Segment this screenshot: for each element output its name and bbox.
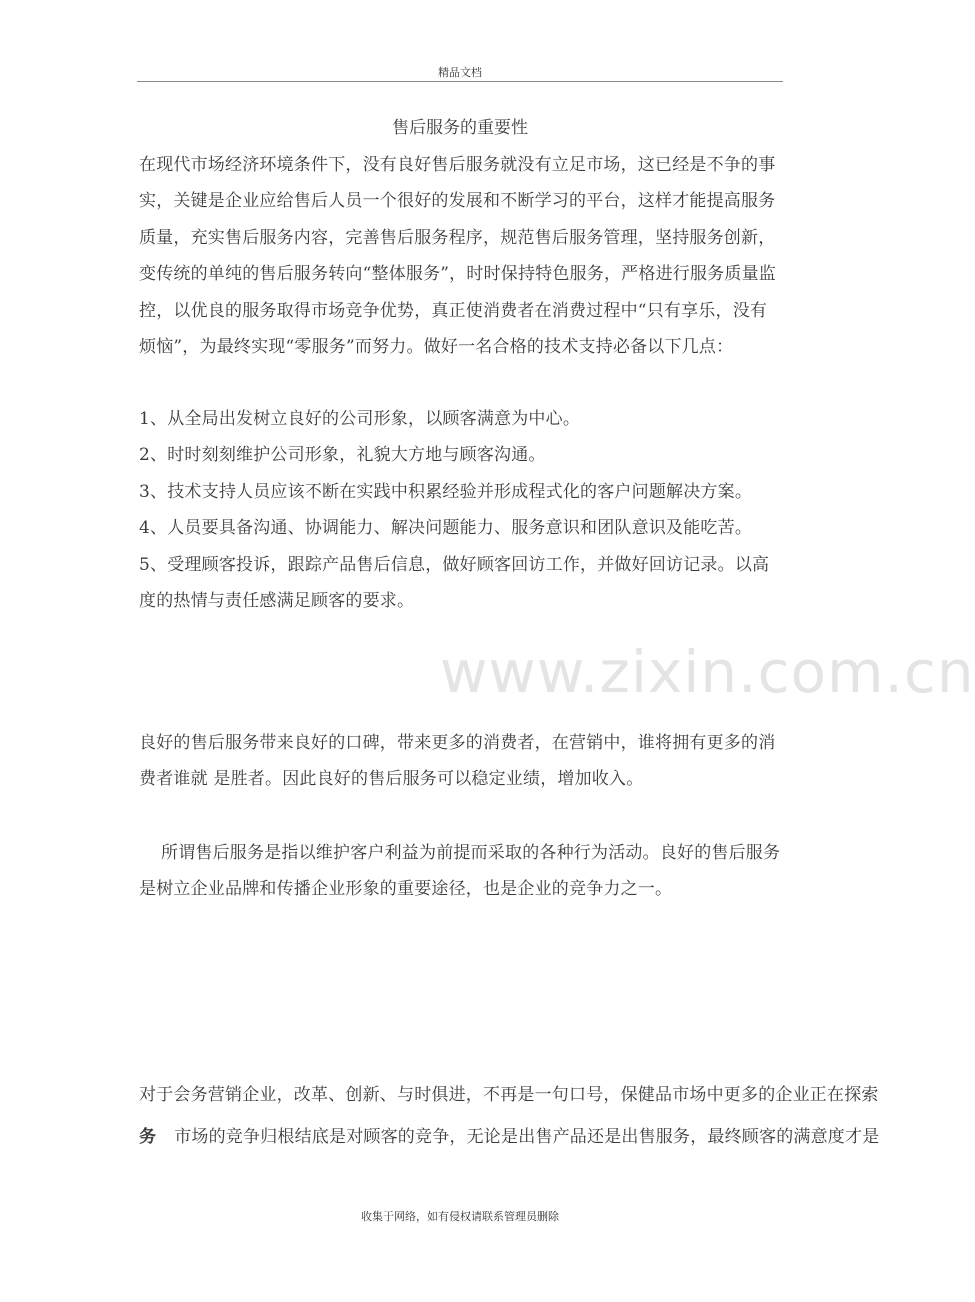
page-header: 精品文档 <box>438 66 482 79</box>
list-item: 3、技术支持人员应该不断在实践中积累经验并形成程式化的客户问题解决方案。 <box>139 481 753 502</box>
bold-fragment: 务 <box>139 1127 157 1147</box>
list-item: 5、受理顾客投诉，跟踪产品售后信息，做好顾客回访工作，并做好回访记录。以高度的热情与责任感满足顾客的要求。 <box>139 554 770 612</box>
list-item: 4、人员要具备沟通、协调能力、解决问题能力、服务意识和团队意识及能吃苦。 <box>139 518 753 539</box>
watermark: www.zixin.com.cn <box>440 638 975 706</box>
reputation-paragraph: 良好的售后服务带来良好的口碑，带来更多的消费者，在营销中，谁将拥有更多的消费者谁就 是胜者。因此良好的售后服务可以稳定业绩，增加收入。 <box>139 733 776 790</box>
intro-paragraph: 在现代市场经济环境条件下，没有良好售后服务就没有立足市场，这已经是不争的事实，关键是企业应给售后人员一个很好的发展和不断学习的平台，这样才能提高服务质量，充实售后服务内容，完善售后服务程序，规范售后服务管理，坚持服务创新，变传统的单纯的售后服务转向“整体服务”，时时保持特色服务，严格进行服务质量监控，以优良的服务取得市场竞争优势，真正使消费者在消费过程中“只有享乐，没有烦恼”，为最终实现“零服务”而努力。做好一名合格的技术支持必备以下几点： <box>139 155 776 358</box>
document-title: 售后服务的重要性 <box>392 118 528 138</box>
list-item: 1、从全局出发树立良好的公司形象，以顾客满意为中心。 <box>139 409 581 429</box>
competition-line <box>139 1119 920 1155</box>
page-footer: 收集于网络，如有侵权请联系管理员删除 <box>361 1210 559 1223</box>
competition-text: 市场的竞争归根结底是对顾客的竞争，无论是出售产品还是出售服务，最终顾客的满意度才是 <box>174 1127 880 1147</box>
header-divider <box>137 81 783 82</box>
marketing-line: 对于会务营销企业，改革、创新、与时俱进，不再是一句口号，保健品市场中更多的企业正在探索 <box>139 1085 879 1105</box>
definition-paragraph: 所谓售后服务是指以维护客户利益为前提而采取的各种行为活动。良好的售后服务是树立企业品牌和传播企业形象的重要途径，也是企业的竞争力之一。 <box>139 843 781 900</box>
list-item: 2、时时刻刻维护公司形象，礼貌大方地与顾客沟通。 <box>139 445 546 466</box>
requirements-list <box>139 401 781 619</box>
